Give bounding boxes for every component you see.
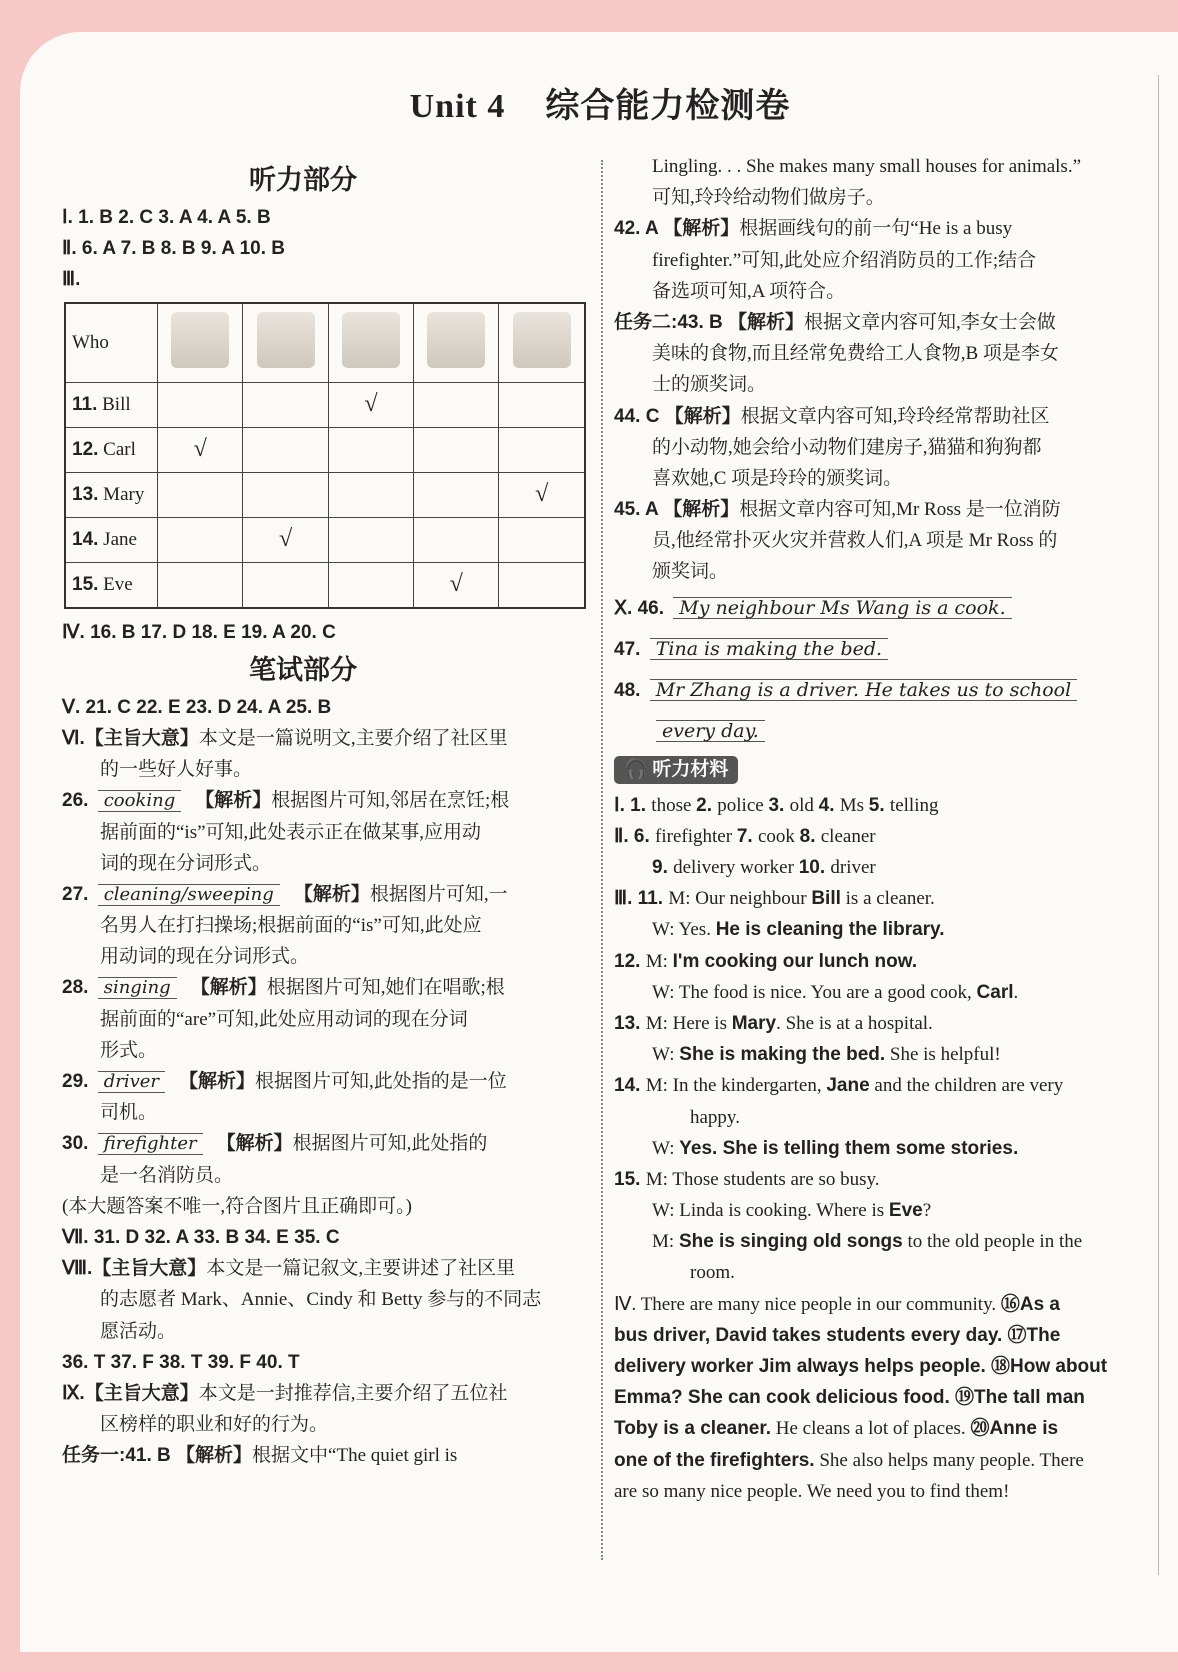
picture-cell [499,303,585,383]
row-label: 11. Bill [65,382,158,427]
text: M: [652,1231,679,1253]
writing-heading: 笔试部分 [249,654,357,685]
text-line [62,817,584,848]
text-line [62,1409,584,1440]
text-line [62,1035,584,1066]
handwritten-answer: singing [98,977,177,999]
bold-text: Toby is a cleaner. [614,1418,772,1440]
text: 备选项可知,A 项符合。 [652,280,846,302]
text: 据前面的“is”可知,此处表示正在做某事,应用动 [100,821,482,843]
text-line [62,1284,584,1315]
check-mark: √ [158,427,243,472]
text-line [62,910,584,941]
handwritten-answer: every day. [656,720,765,742]
unit-label: Unit 4 [409,88,506,125]
bold-text: 任务一:41. B 【解析】 [62,1445,253,1467]
family-picture [427,312,485,368]
text: is a cleaner. [840,888,935,910]
text: (本大题答案不唯一,符合图片且正确即可。) [62,1195,412,1217]
text-line [614,1289,1134,1320]
text: 本文是一篇说明文,主要介绍了社区里 [198,727,508,749]
text: 名男人在打扫操场;根据前面的“is”可知,此处应 [100,915,482,937]
text-line [62,785,584,816]
bold-text: 4. [818,794,840,816]
text: are so many nice people. We need you to find them! [614,1480,1010,1502]
text: happy. [690,1106,740,1128]
text-line [614,1413,1134,1444]
listening-answers-iv [62,617,584,648]
text: M: In the kindergarten, [645,1075,827,1097]
listening-script [614,790,1134,1507]
text: and the children are very [869,1075,1064,1097]
text: 用动词的现在分词形式。 [100,946,310,968]
text-line [62,202,584,233]
text: 是一名消防员。 [100,1164,234,1186]
cooking-picture [171,312,229,368]
text: 可知,玲玲给动物们做房子。 [652,187,885,209]
bold-text: Ⅴ. 21. C 22. E 23. D 24. A 25. B [62,696,332,718]
bold-text: She is making the bed. [679,1044,886,1066]
bold-text: 47. [614,638,646,660]
bold-text: Ⅰ. 1. [614,794,652,816]
table-row [65,472,585,517]
text-line [614,1195,1134,1226]
text-line [62,617,584,648]
text-line [614,629,1134,670]
text: Lingling. . . She makes many small houses for animals.” [652,156,1082,177]
bold-text: 5. [868,794,890,816]
bold-text: She is singing old songs [678,1231,903,1253]
text: old [789,794,819,816]
text-line [62,1378,584,1409]
text: 的一些好人好事。 [100,759,253,781]
text: W: [652,1137,680,1159]
bold-text: Ⅵ.【主旨大意】 [62,727,199,749]
text-line [614,182,1134,213]
answer-cell [243,382,328,427]
bold-text: 27. [62,883,94,905]
text-line [62,1004,584,1035]
text-line [62,1097,584,1128]
text: 的小动物,她会给小动物们建房子,猫猫和狗狗都 [652,436,1042,458]
bold-text: bus driver, David takes students every day. ⑰The [614,1324,1061,1346]
handwritten-answer: My neighbour Ms Wang is a cook. [673,597,1011,619]
bold-text: 3. [768,794,790,816]
text: police [717,794,769,816]
bold-text: Bill [811,888,841,910]
row-label: 14. Jane [65,517,158,562]
table-row [65,427,585,472]
table-row [65,517,585,562]
who-header: Who [65,303,158,383]
bold-text: Ⅹ. 46. [614,597,670,619]
bold-text: 15. [614,1168,646,1190]
text: 根据文章内容可知,Mr Ross 是一位消防 [739,499,1061,521]
bold-text: ⑳Anne is [970,1418,1059,1440]
bold-text: 【解析】 [216,1133,293,1155]
text-line [62,1128,584,1159]
text: 根据图片可知,此处指的是一位 [255,1071,507,1092]
text-line [614,276,1134,307]
text: 根据文章内容可知,玲玲经常帮助社区 [740,405,1050,427]
text: 根据文章内容可知,李女士会做 [804,311,1056,333]
text: 区榜样的职业和好的行为。 [100,1414,329,1436]
bold-text: 14. [614,1075,646,1097]
text: telling [889,794,939,816]
text-line [62,1066,584,1097]
bold-text: Emma? She can cook delicious food. ⑲The tall man [614,1387,1085,1409]
answer-cell [499,562,585,608]
text-line [62,879,584,910]
text: room. [690,1262,735,1284]
answer-cell [158,382,243,427]
text: 士的颁奖词。 [652,374,767,396]
handwritten-answer: firefighter [98,1133,203,1155]
text-line [62,1347,584,1378]
bold-text: ⑯As a [1000,1293,1060,1315]
picture-cell [328,303,413,383]
text-line [614,338,1134,369]
bold-text: Yes. She is telling them some stories. [679,1137,1019,1159]
text: M: Those students are so busy. [645,1168,880,1190]
text: ? [922,1200,932,1222]
text-line [614,1102,1134,1133]
text: 喜欢她,C 项是玲玲的颁奖词。 [652,467,903,489]
picture-cell [243,303,328,383]
text-line [614,1445,1134,1476]
text: M: Here is [645,1012,732,1034]
bold-text: 【解析】 [293,883,370,905]
handwritten-answer: cleaning/sweeping [98,884,280,906]
row-label: 13. Mary [65,472,158,517]
text-line [614,213,1134,244]
check-mark: √ [328,382,413,427]
text-line [614,1226,1134,1257]
text: to the old people in the [902,1231,1083,1253]
text: She also helps many people. There [814,1449,1084,1471]
text-line [614,711,1134,752]
handwritten-answer: Mr Zhang is a driver. He takes us to school [650,679,1077,701]
text: delivery worker [673,857,799,878]
handwritten-answer: cooking [98,790,182,812]
text-line [62,754,584,785]
answer-cell [243,562,328,608]
text: W: Yes. [652,919,716,941]
bold-text: 28. [62,977,94,999]
text: M: Our neighbour [668,888,812,910]
text-line [614,1133,1134,1164]
text: 根据文中“The quiet girl is [252,1445,458,1467]
bold-text: Ⅱ. 6. A 7. B 8. B 9. A 10. B [62,238,285,260]
answer-cell [243,472,328,517]
bold-text: one of the firefighters. [614,1449,815,1471]
handwritten-answer: Tina is making the bed. [650,638,888,660]
text: Ms [839,794,869,816]
text: driver [830,857,876,878]
bold-text: Ⅷ.【主旨大意】 [62,1258,207,1280]
text: those [651,794,697,816]
text: 根据图片可知,邻居在烹饪;根 [271,790,510,812]
right-column [614,151,1134,1507]
text-line [62,1316,584,1347]
answer-cell [499,427,585,472]
bold-text: 26. [62,790,94,812]
text-line [62,848,584,879]
bold-text: Ⅸ.【主旨大意】 [62,1382,199,1404]
text: firefighter.”可知,此处应介绍消防员的工作;结合 [652,249,1037,271]
picture-cell [158,303,243,383]
bold-text: 36. T 37. F 38. T 39. F 40. T [62,1351,300,1373]
answer-cell [328,472,413,517]
text-line [614,1070,1134,1101]
answer-cell [328,427,413,472]
text-line [62,1160,584,1191]
text: W: Linda is cooking. Where is [652,1200,889,1222]
bold-text: Ⅶ. 31. D 32. A 33. B 34. E 35. C [62,1226,340,1248]
text: . She is at a hospital. [776,1012,933,1034]
bold-text: 48. [614,679,646,701]
text-line [62,1253,584,1284]
text-line [614,977,1134,1008]
text-line [614,401,1134,432]
answer-table [64,302,586,609]
table-row [65,562,585,608]
listening-heading: 听力部分 [249,165,357,195]
text-line [614,946,1134,977]
check-mark: √ [499,472,585,517]
bold-text: 7. [736,825,758,847]
check-mark: √ [414,562,499,608]
bold-text: Ⅲ. 11. [614,888,669,910]
children-playing-picture [257,312,315,368]
text-line [614,670,1134,711]
text: 形式。 [100,1039,158,1061]
text-line [62,692,584,723]
left-column [62,158,584,1471]
answer-cell [414,382,499,427]
bold-text: 任务二:43. B 【解析】 [614,311,805,333]
text: She is helpful! [885,1044,1001,1066]
text-line [62,264,584,295]
text: 词的现在分词形式。 [100,852,272,874]
test-name: 综合能力检测卷 [545,88,791,125]
bold-text: 【解析】 [190,977,267,999]
text-line [614,463,1134,494]
text-line [614,369,1134,400]
text-line [614,790,1134,821]
text: He cleans a lot of places. [771,1418,971,1440]
text-line [614,1257,1134,1288]
text-line [62,723,584,754]
text-line [614,432,1134,463]
library-picture [342,312,400,368]
text-line [614,1476,1134,1507]
row-label: 12. Carl [65,427,158,472]
text-line [614,1008,1134,1039]
bold-text: delivery worker Jim always helps people. ⑱How about [614,1356,1108,1377]
text: Ⅳ. There are many nice people in our community. [614,1293,1001,1315]
text: 根据画线句的前一句“He is a busy [739,218,1013,240]
text: 根据图片可知,她们在唱歌;根 [266,977,505,999]
answer-cell [414,472,499,517]
text: 根据图片可知,此处指的 [292,1133,488,1155]
bold-text: 2. [696,794,718,816]
text-line [62,972,584,1003]
row-label: 15. Eve [65,562,158,608]
text-line [62,233,584,264]
text: 颁奖词。 [652,561,729,583]
bold-text: Ⅰ. 1. B 2. C 3. A 4. A 5. B [62,207,271,228]
bold-text: He is cleaning the library. [715,919,945,941]
text: 本文是一篇记叙文,主要讲述了社区里 [206,1258,516,1280]
text: 员,他经常扑灭火灾并营救人们,A 项是 Mr Ross 的 [652,530,1058,552]
text: 愿活动。 [100,1320,177,1342]
text-line [614,556,1134,587]
text-line [614,914,1134,945]
listening-answers [62,202,584,296]
text-line [614,821,1134,852]
bold-text: 【解析】 [195,790,272,812]
text: 据前面的“are”可知,此处应用动词的现在分词 [100,1008,468,1030]
answer-cell [499,382,585,427]
bold-text: I'm cooking our lunch now. [672,950,918,972]
writing-answers [614,588,1134,752]
text-line [614,1382,1134,1413]
bold-text: 【解析】 [179,1071,256,1092]
answer-cell [328,562,413,608]
bold-text: Mary [731,1012,777,1034]
bold-text: 44. C 【解析】 [614,405,741,427]
text-line [62,1440,584,1471]
bold-text: 10. [798,857,831,878]
text: cook [757,825,800,847]
listening-material-badge: 🎧 听力材料 [614,756,738,784]
answer-cell [158,472,243,517]
answers-41-45 [614,151,1134,588]
bold-text: 13. [614,1012,646,1034]
answer-cell [328,517,413,562]
badge-label: 听力材料 [652,758,729,780]
text: 司机。 [100,1102,158,1124]
text: firefighter [655,825,737,847]
text-line [614,245,1134,276]
answer-cell [243,427,328,472]
picture-cell [414,303,499,383]
bold-text: 30. [62,1133,94,1155]
check-mark: √ [243,517,328,562]
text: W: [652,1044,680,1066]
text: 的志愿者 Mark、Annie、Cindy 和 Betty 参与的不同志 [100,1289,542,1311]
bold-text: 12. [614,950,646,972]
text-line [614,525,1134,556]
text: 本文是一封推荐信,主要介绍了五位社 [198,1382,508,1404]
bold-text: 45. A 【解析】 [614,499,740,521]
text-line [62,1191,584,1222]
column-divider [601,160,603,1560]
margin-rule [1158,75,1159,1575]
bold-text: Ⅲ. [62,269,81,291]
answer-cell [414,517,499,562]
bold-text: Jane [826,1075,870,1097]
bold-text: 29. [62,1071,94,1092]
bold-text: Eve [888,1200,923,1222]
text: cleaner [820,825,876,847]
text-line [614,1039,1134,1070]
text-line [614,1164,1134,1195]
text-line [614,1320,1134,1351]
answer-cell [158,517,243,562]
text-line [614,494,1134,525]
text-line [614,588,1134,629]
text: 根据图片可知,一 [369,883,508,905]
page-title [0,78,1178,127]
text: 美味的食物,而且经常免费给工人食物,B 项是李女 [652,343,1059,365]
text-line [62,941,584,972]
text-line [614,852,1134,883]
text: W: The food is nice. You are a good cook, [652,981,977,1003]
text-line [614,883,1134,914]
handwritten-answer: driver [98,1071,165,1093]
bold-text: Ⅳ. 16. B 17. D 18. E 19. A 20. C [62,621,336,643]
answer-cell [158,562,243,608]
text-line [614,307,1134,338]
text-line [62,1222,584,1253]
answer-cell [499,517,585,562]
bold-text: Ⅱ. 6. [614,825,656,847]
answer-cell [414,427,499,472]
bold-text: 42. A 【解析】 [614,218,740,240]
written-answers [62,692,584,1472]
text-line [614,151,1134,182]
bold-text: 9. [652,857,674,878]
bold-text: Carl [976,981,1014,1003]
bed-picture [513,312,571,368]
text: . [1013,981,1019,1003]
table-row [65,382,585,427]
bold-text: 8. [799,825,821,847]
text: M: [645,950,673,972]
text-line [614,1351,1134,1382]
